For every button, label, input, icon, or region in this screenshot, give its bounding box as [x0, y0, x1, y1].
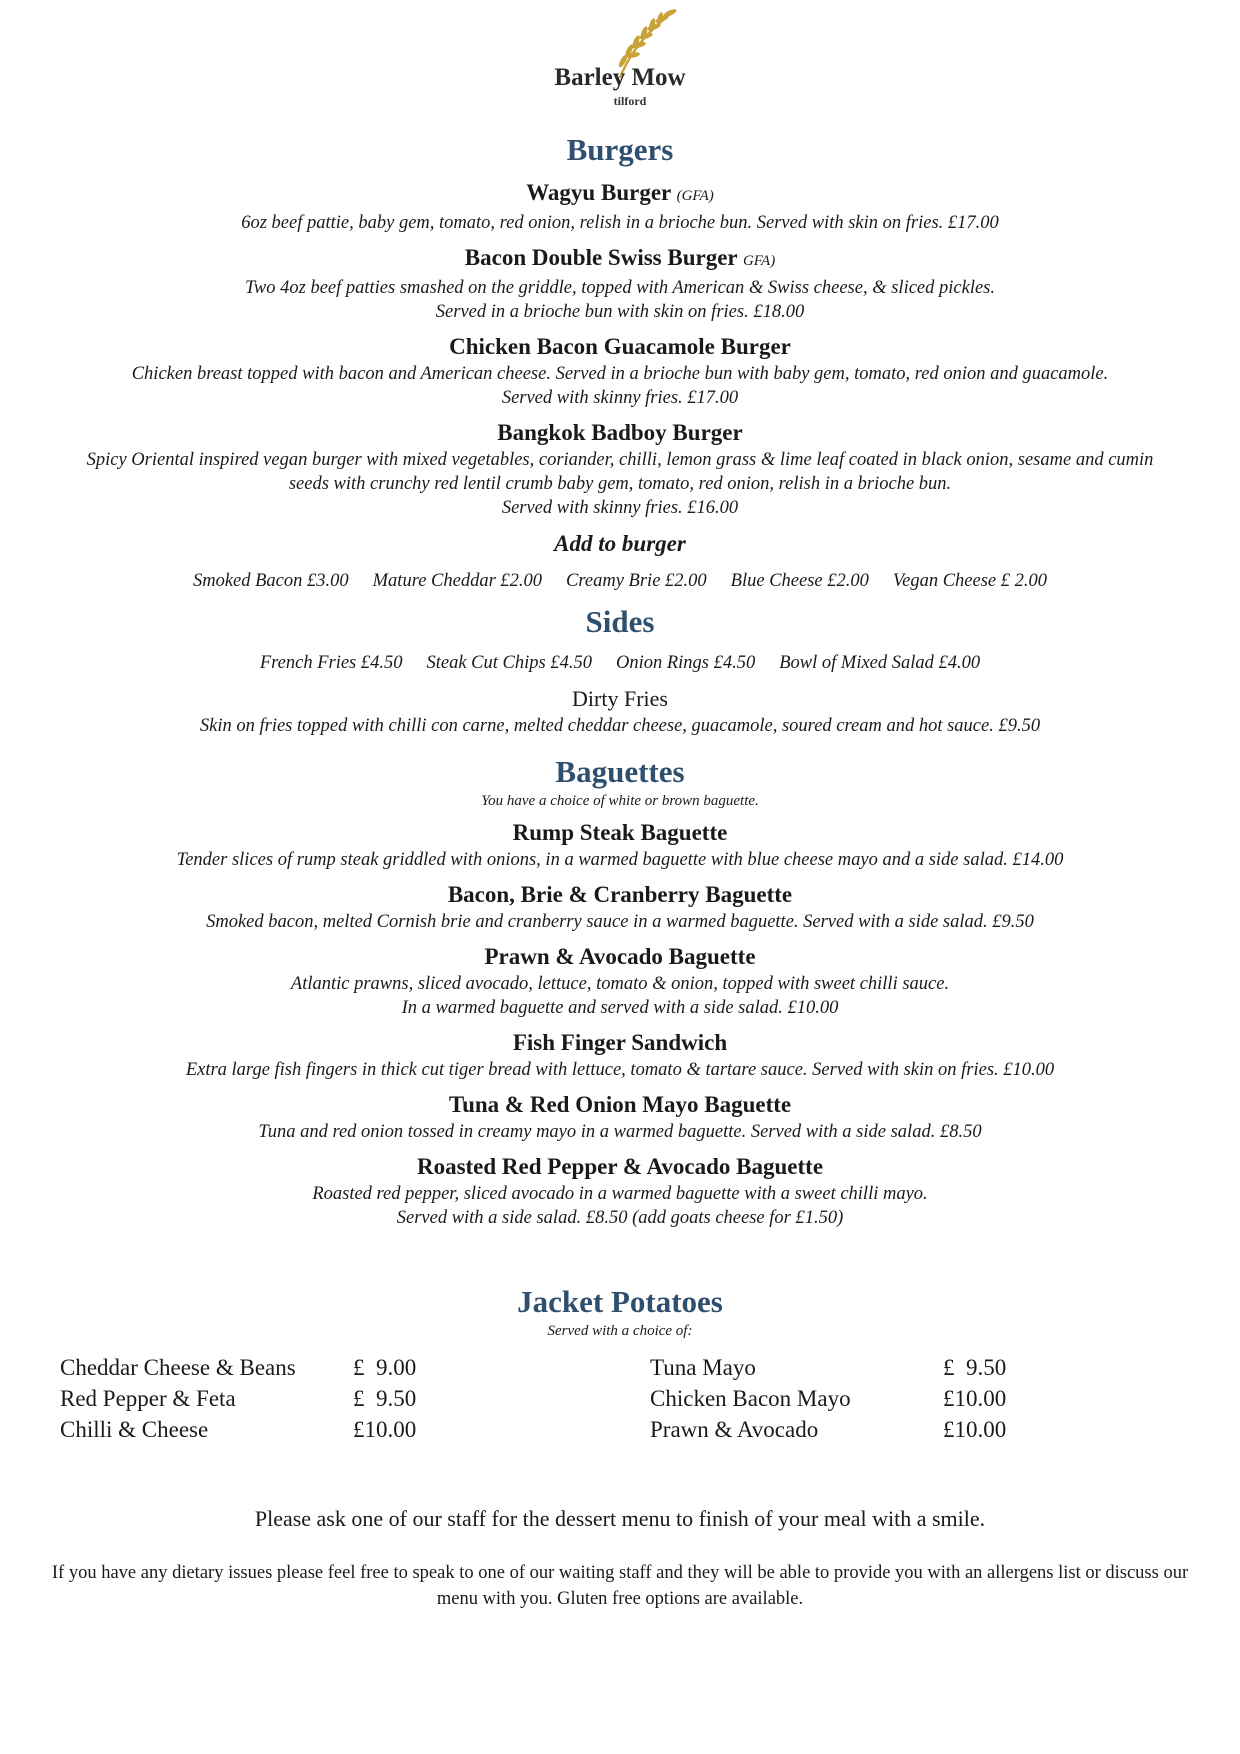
side-item: French Fries £4.50 — [259, 653, 403, 673]
dessert-note: Please ask one of our staff for the dessert menu to finish of your meal with a smile. — [254, 1506, 986, 1531]
jacket-row — [650, 1414, 1050, 1445]
item-desc: Roasted red pepper, sliced avocado in a warmed baguette with a sweet chilli mayo. — [312, 1184, 928, 1204]
sides-list — [0, 648, 1240, 678]
dirty-fries-name: Dirty Fries — [572, 686, 668, 711]
baguette-list — [0, 818, 1240, 1230]
item-tag: (GFA) — [676, 188, 714, 204]
jacket-row — [650, 1352, 1050, 1383]
item-name: Bacon, Brie & Cranberry Baguette — [447, 882, 793, 907]
jacket-name: Chicken Bacon Mayo — [650, 1386, 851, 1411]
item-name: Tuna & Red Onion Mayo Baguette — [448, 1092, 792, 1117]
jacket-section — [0, 1282, 1240, 1448]
baguettes-section — [0, 752, 1240, 1230]
dirty-fries-desc: Skin on fries topped with chilli con carne, melted cheddar cheese, guacamole, soured cream and hot sauce. £9.50 — [199, 716, 1041, 736]
jacket-grid — [0, 1352, 1240, 1448]
jacket-price: £10.00 — [353, 1417, 417, 1442]
add-to-burger-title: Add to burger — [554, 531, 686, 556]
item-name: Roasted Red Pepper & Avocado Baguette — [416, 1154, 824, 1179]
item-desc: Served in a brioche bun with skin on fries. £18.00 — [435, 302, 805, 322]
sides-section — [0, 602, 1240, 738]
jacket-row — [60, 1383, 460, 1414]
item-name: Fish Finger Sandwich — [512, 1030, 728, 1055]
jacket-left-column — [60, 1352, 460, 1445]
baguettes-note: You have a choice of white or brown baguette. — [481, 793, 759, 809]
jacket-name: Cheddar Cheese & Beans — [60, 1355, 296, 1380]
item-desc: Served with skinny fries. £16.00 — [501, 498, 739, 518]
item-desc: In a warmed baguette and served with a side salad. £10.00 — [401, 998, 839, 1018]
item-desc: Atlantic prawns, sliced avocado, lettuce, tomato & onion, topped with sweet chilli sauce. — [290, 974, 950, 994]
menu-item — [0, 880, 1240, 934]
jacket-price: £10.00 — [943, 1386, 1007, 1411]
menu-content — [0, 130, 1240, 1612]
extra-item: Blue Cheese £2.00 — [730, 571, 869, 591]
burger-extras — [0, 566, 1240, 596]
item-name-text: Bangkok Badboy Burger — [497, 420, 743, 445]
extra-item: Vegan Cheese £ 2.00 — [892, 571, 1048, 591]
extra-item: Creamy Brie £2.00 — [566, 571, 707, 591]
jacket-price: £ 9.50 — [353, 1386, 417, 1411]
item-tag: GFA) — [742, 253, 776, 269]
section-title-sides: Sides — [585, 604, 655, 639]
logo — [520, 6, 720, 110]
item-name-text: Bacon Double Swiss Burger — [464, 245, 738, 270]
item-name — [0, 243, 1240, 276]
section-title-baguettes: Baguettes — [555, 754, 685, 789]
jacket-price: £ 9.50 — [943, 1355, 1007, 1380]
menu-item — [0, 1152, 1240, 1230]
item-name — [0, 332, 1240, 362]
logo-name: Barley Mow — [554, 64, 686, 91]
side-item: Steak Cut Chips £4.50 — [426, 653, 592, 673]
item-desc: Chicken breast topped with bacon and American cheese. Served in a brioche bun with baby gem, tomato, red onion and guacamole. — [131, 364, 1109, 384]
burgers-section — [0, 130, 1240, 596]
jacket-name: Prawn & Avocado — [650, 1417, 819, 1442]
side-item: Bowl of Mixed Salad £4.00 — [779, 653, 981, 673]
item-name-text: Wagyu Burger — [526, 180, 671, 205]
jacket-row — [60, 1414, 460, 1445]
extra-item: Smoked Bacon £3.00 — [192, 571, 349, 591]
item-desc: Spicy Oriental inspired vegan burger with mixed vegetables, coriander, chilli, lemon grass & lime leaf coated in black onion, sesame and cumin — [86, 450, 1154, 470]
jacket-name: Chilli & Cheese — [60, 1417, 209, 1442]
item-desc: Two 4oz beef patties smashed on the griddle, topped with American & Swiss cheese, & sliced pickles. — [244, 278, 995, 298]
section-title-jacket: Jacket Potatoes — [517, 1284, 723, 1319]
jacket-price: £10.00 — [943, 1417, 1007, 1442]
item-name: Rump Steak Baguette — [512, 820, 728, 845]
menu-item — [0, 942, 1240, 1020]
item-name-text: Chicken Bacon Guacamole Burger — [449, 334, 791, 359]
item-desc: 6oz beef pattie, baby gem, tomato, red onion, relish in a brioche bun. Served with skin on fries. £17.00 — [241, 213, 999, 233]
menu-item — [0, 418, 1240, 520]
dietary-note: If you have any dietary issues please feel free to speak to one of our waiting staff and they will be able to provide you with an allergens list or discuss our menu with you. Gluten free options are available. — [51, 1563, 1189, 1609]
jacket-name: Red Pepper & Feta — [60, 1386, 236, 1411]
menu-item — [0, 818, 1240, 872]
menu-item — [0, 1090, 1240, 1144]
item-desc: Smoked bacon, melted Cornish brie and cranberry sauce in a warmed baguette. Served with a side salad. £9.50 — [206, 912, 1034, 932]
jacket-price: £ 9.00 — [353, 1355, 417, 1380]
jacket-name: Tuna Mayo — [650, 1355, 756, 1380]
item-desc: seeds with crunchy red lentil crumb baby gem, tomato, red onion, relish in a brioche bun. — [288, 474, 952, 494]
item-desc: Served with skinny fries. £17.00 — [501, 388, 739, 408]
menu-item — [0, 332, 1240, 410]
logo-sub: tilford — [613, 94, 647, 108]
item-desc: Tender slices of rump steak griddled with onions, in a warmed baguette with blue cheese mayo and a side salad. £14.00 — [176, 850, 1064, 870]
item-name — [0, 418, 1240, 448]
section-title-burgers: Burgers — [566, 132, 674, 167]
item-name — [0, 178, 1240, 211]
extra-item: Mature Cheddar £2.00 — [372, 571, 543, 591]
jacket-row — [650, 1383, 1050, 1414]
menu-item — [0, 243, 1240, 324]
side-item: Onion Rings £4.50 — [615, 653, 756, 673]
menu-item — [0, 178, 1240, 235]
item-desc: Served with a side salad. £8.50 (add goats cheese for £1.50) — [396, 1208, 844, 1228]
burger-list — [0, 178, 1240, 520]
jacket-row — [60, 1352, 460, 1383]
item-desc: Extra large fish fingers in thick cut tiger bread with lettuce, tomato & tartare sauce. Served with skin on fries. £10.00 — [185, 1060, 1055, 1080]
menu-item — [0, 1028, 1240, 1082]
item-desc: Tuna and red onion tossed in creamy mayo in a warmed baguette. Served with a side salad. £8.50 — [258, 1122, 982, 1142]
jacket-right-column — [650, 1352, 1050, 1445]
item-name: Prawn & Avocado Baguette — [484, 944, 756, 969]
jacket-note: Served with a choice of: — [547, 1323, 693, 1339]
